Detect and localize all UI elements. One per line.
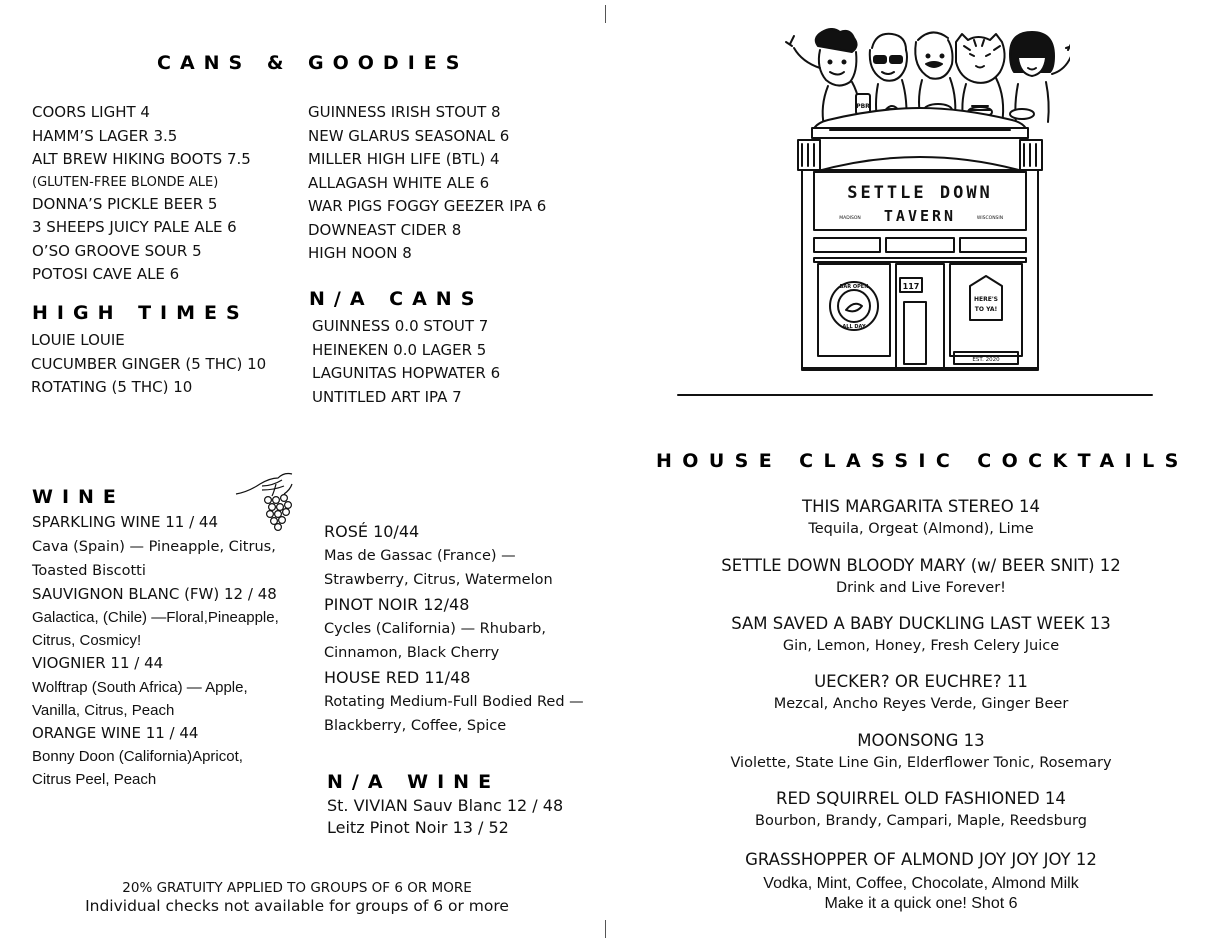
na-cans-list [312, 315, 500, 409]
window-sign-line-2: TO YA! [974, 306, 998, 313]
list-item: O’SO GROOVE SOUR 5 [32, 241, 202, 260]
cans-column-right [308, 101, 546, 266]
wine-item-name: PINOT NOIR 12/48 [324, 595, 470, 614]
wine-item-desc: Wolftrap (South Africa) — Apple, Vanilla, Citrus, Peach [32, 678, 248, 719]
gratuity-line: 20% GRATUITY APPLIED TO GROUPS OF 6 OR MORE [122, 880, 472, 896]
cocktail-desc: Gin, Lemon, Honey, Fresh Celery Juice [782, 638, 1060, 654]
wine-item-desc: Cava (Spain) — Pineapple, Citrus, Toasted Biscotti [32, 538, 276, 579]
list-item: HEINEKEN 0.0 LAGER 5 [312, 340, 487, 359]
list-item: POTOSI CAVE ALE 6 [32, 265, 180, 283]
est-text: EST. 2020 [972, 357, 1000, 363]
building-drawing [798, 108, 1042, 370]
cocktail-item [655, 496, 1187, 540]
cocktail-desc: Tequila, Orgeat (Almond), Lime [808, 521, 1034, 537]
wine-item-name: ORANGE WINE 11 / 44 [32, 723, 199, 742]
na-wine-list [327, 795, 563, 839]
list-item: ROTATING (5 THC) 10 [31, 378, 193, 396]
list-item: LOUIE LOUIE [31, 331, 125, 349]
sign-left-text: MADISON [839, 216, 861, 221]
list-item: St. VIVIAN Sauv Blanc 12 / 48 [327, 796, 564, 815]
ground-line [677, 394, 1153, 396]
cocktail-item [655, 613, 1187, 657]
cocktail-desc: Vodka, Mint, Coffee, Chocolate, Almond Milk [763, 875, 1079, 892]
list-item: HIGH NOON 8 [308, 244, 412, 262]
list-item: GUINNESS IRISH STOUT 8 [308, 103, 501, 121]
window-sign-line-1: HERE'S [974, 296, 998, 303]
circle-text-top: BAR OPEN [839, 284, 869, 290]
list-item: COORS LIGHT 4 [32, 103, 150, 121]
cocktail-name: MOONSONG 13 [857, 731, 985, 750]
cocktail-desc: Violette, State Line Gin, Elderflower Tonic, Rosemary [730, 755, 1112, 771]
wine-item-desc: Cycles (California) — Rhubarb, Cinnamon, Black Cherry [324, 621, 546, 661]
cocktail-name: THIS MARGARITA STEREO 14 [802, 497, 1040, 516]
list-item: GUINNESS 0.0 STOUT 7 [312, 317, 489, 335]
list-item: NEW GLARUS SEASONAL 6 [308, 126, 510, 145]
list-item: CUCUMBER GINGER (5 THC) 10 [31, 354, 267, 373]
list-item: ALT BREW HIKING BOOTS 7.5 [32, 150, 251, 168]
cans-heading: CANS & GOODIES [157, 52, 469, 74]
list-item: LAGUNITAS HOPWATER 6 [312, 364, 501, 382]
checks-line: Individual checks not available for groups of 6 or more [85, 897, 509, 915]
high-times-list [31, 329, 266, 400]
list-item: WAR PIGS FOGGY GEEZER IPA 6 [308, 197, 547, 215]
cocktail-desc: Bourbon, Brandy, Campari, Maple, Reedsburg [755, 813, 1087, 829]
sign-line-2: TAVERN [883, 207, 957, 225]
fold-mark-top [605, 5, 606, 23]
cocktail-item [655, 555, 1187, 599]
wine-item-name: SAUVIGNON BLANC (FW) 12 / 48 [32, 584, 277, 603]
list-item: MILLER HIGH LIFE (BTL) 4 [308, 150, 500, 168]
cocktail-desc: Mezcal, Ancho Reyes Verde, Ginger Beer [773, 696, 1069, 712]
cocktail-item [655, 730, 1187, 774]
wine-column-left [32, 511, 302, 791]
circle-text-bottom: ALL DAY [842, 324, 866, 330]
cocktail-name: SAM SAVED A BABY DUCKLING LAST WEEK 13 [731, 614, 1111, 633]
list-item: DOWNEAST CIDER 8 [308, 220, 462, 239]
wine-item-name: HOUSE RED 11/48 [324, 668, 471, 687]
cans-column-left [32, 101, 251, 287]
can-label: PBR [856, 103, 870, 110]
high-times-heading: HIGH TIMES [32, 302, 249, 324]
cocktail-name: SETTLE DOWN BLOODY MARY (w/ BEER SNIT) 12 [721, 556, 1121, 575]
na-cans-heading: N/A CANS [309, 288, 484, 310]
list-item: ALLAGASH WHITE ALE 6 [308, 173, 490, 192]
wine-item-desc: Galactica, (Chile) —Floral,Pineapple, Citrus, Cosmicy! [32, 609, 279, 649]
wine-item-desc: Mas de Gassac (France) — Strawberry, Citrus, Watermelon [324, 548, 553, 588]
wine-heading: WINE [32, 486, 125, 508]
cocktails-heading: HOUSE CLASSIC COCKTAILS [656, 450, 1189, 472]
list-item: HAMM’S LAGER 3.5 [32, 126, 178, 145]
sign-right-text: WISCONSIN [976, 216, 1004, 221]
cocktail-name: UECKER? OR EUCHRE? 11 [814, 672, 1028, 691]
list-item-note: (GLUTEN-FREE BLONDE ALE) [32, 174, 219, 190]
wine-item-name: VIOGNIER 11 / 44 [32, 654, 164, 672]
gratuity-note [32, 880, 562, 916]
wine-item-name: ROSÉ 10/44 [324, 522, 420, 541]
cocktail-desc: Drink and Live Forever! [836, 580, 1006, 596]
sign-line-1: SETTLE DOWN [847, 183, 993, 203]
list-item: DONNA’S PICKLE BEER 5 [32, 194, 218, 213]
cocktail-name: RED SQUIRREL OLD FASHIONED 14 [776, 789, 1066, 808]
list-item: UNTITLED ART IPA 7 [312, 387, 462, 406]
cocktail-shot-note: Make it a quick one! Shot 6 [824, 895, 1018, 912]
cocktail-item [655, 671, 1187, 715]
list-item: 3 SHEEPS JUICY PALE ALE 6 [32, 218, 237, 236]
storefront-illustration [770, 28, 1070, 376]
cocktail-item [655, 849, 1187, 914]
na-wine-heading: N/A WINE [327, 771, 501, 793]
cocktail-name: GRASSHOPPER OF ALMOND JOY JOY JOY 12 [745, 850, 1097, 869]
fold-mark-bottom [605, 920, 606, 938]
door-number: 117 [902, 282, 920, 291]
wine-item-desc: Bonny Doon (California)Apricot, Citrus Peel, Peach [32, 748, 243, 788]
wine-item-desc: Rotating Medium-Full Bodied Red — Blackberry, Coffee, Spice [324, 694, 584, 734]
cocktail-item [655, 788, 1187, 832]
wine-item-name: SPARKLING WINE 11 / 44 [32, 513, 219, 531]
list-item: Leitz Pinot Noir 13 / 52 [327, 818, 509, 837]
wine-column-right [324, 519, 586, 738]
